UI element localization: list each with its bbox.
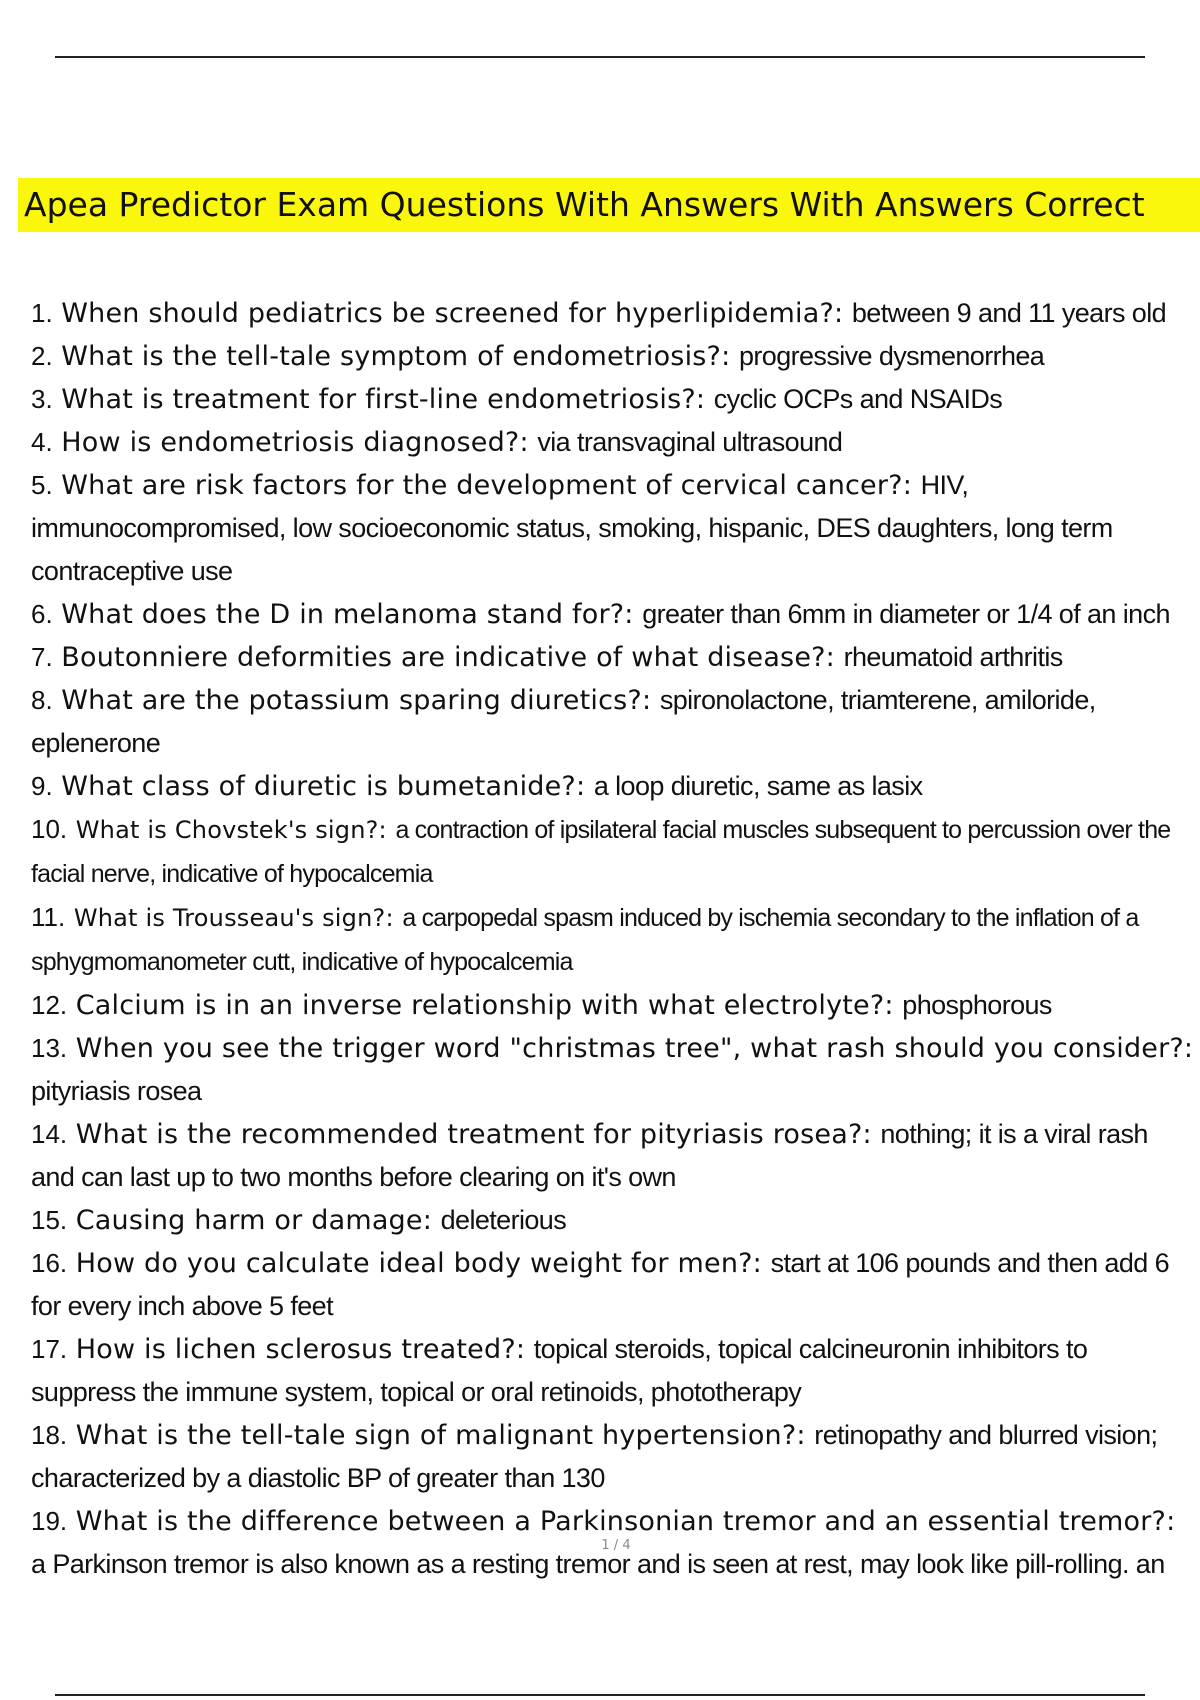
qa-question: What does the D in melanoma stand for?: [61, 599, 634, 630]
qa-answer: progressive dysmenorrhea [738, 341, 1045, 371]
qa-answer: deleterious [440, 1205, 567, 1235]
qa-item-16 [31, 1242, 1197, 1328]
qa-number: 14. [31, 1119, 68, 1149]
question-list [31, 292, 1197, 1586]
qa-answer: a Parkinson tremor is also known as a resting tremor and is seen at rest, may look like pill-rolling. an [31, 1549, 1165, 1579]
qa-item-13 [31, 1027, 1197, 1113]
qa-item-17 [31, 1328, 1197, 1414]
qa-question: How do you calculate ideal body weight for men?: [75, 1248, 762, 1279]
qa-item-5 [31, 464, 1197, 593]
qa-answer: topical steroids, topical calcineuronin inhibitors to suppress the immune system, topical or oral retinoids, phototherapy [31, 1334, 1088, 1407]
qa-number: 4. [31, 427, 53, 457]
qa-question: How is lichen sclerosus treated?: [75, 1334, 526, 1365]
document-title-highlight [18, 178, 1200, 232]
qa-number: 18. [31, 1420, 68, 1450]
qa-question: What are risk factors for the development of cervical cancer?: [61, 470, 912, 501]
qa-answer: cyclic OCPs and NSAIDs [713, 384, 1003, 414]
qa-question: What is Trousseau's sign?: [73, 904, 394, 932]
qa-number: 9. [31, 771, 53, 801]
qa-question: What is the tell-tale symptom of endometriosis?: [61, 341, 731, 372]
qa-number: 13. [31, 1033, 68, 1063]
qa-item-11 [31, 896, 1197, 984]
qa-number: 12. [31, 990, 68, 1020]
qa-question: Boutonniere deformities are indicative of what disease?: [61, 642, 835, 673]
qa-number: 7. [31, 642, 53, 672]
qa-item-15 [31, 1199, 1197, 1242]
qa-answer: via transvaginal ultrasound [537, 427, 843, 457]
qa-item-1 [31, 292, 1197, 335]
qa-answer: a loop diuretic, same as lasix [593, 771, 923, 801]
qa-question: What is the difference between a Parkinsonian tremor and an essential tremor?: [75, 1506, 1176, 1537]
qa-number: 6. [31, 599, 53, 629]
qa-question: When you see the trigger word "christmas tree", what rash should you consider?: [75, 1033, 1194, 1064]
qa-answer: phosphorous [902, 990, 1052, 1020]
qa-answer: a carpopedal spasm induced by ischemia secondary to the inflation of a sphygmomanometer cutt, indicative of hypocalcemia [31, 904, 1139, 976]
qa-number: 16. [31, 1248, 68, 1278]
qa-answer: HIV, immunocompromised, low socioeconomic status, smoking, hispanic, DES daughters, long term contraceptive use [31, 470, 1113, 586]
qa-item-4 [31, 421, 1197, 464]
qa-item-7 [31, 636, 1197, 679]
qa-answer: between 9 and 11 years old [851, 298, 1167, 328]
qa-question: What is treatment for first-line endometriosis?: [61, 384, 706, 415]
qa-question: When should pediatrics be screened for hyperlipidemia?: [61, 298, 844, 329]
qa-question: What is the tell-tale sign of malignant hypertension?: [75, 1420, 806, 1451]
qa-number: 10. [31, 814, 68, 844]
qa-question: Causing harm or damage: [75, 1205, 433, 1236]
qa-number: 15. [31, 1205, 68, 1235]
qa-answer: greater than 6mm in diameter or 1/4 of an inch [642, 599, 1170, 629]
qa-item-10 [31, 808, 1197, 896]
qa-number: 11. [31, 902, 66, 932]
document-title: Apea Predictor Exam Questions With Answers With Answers Correct [24, 185, 1145, 224]
qa-answer: pityriasis rosea [31, 1076, 202, 1106]
qa-answer: nothing; it is a viral rash and can last up to two months before clearing on it's own [31, 1119, 1148, 1192]
qa-number: 5. [31, 470, 53, 500]
qa-item-9 [31, 765, 1197, 808]
bottom-rule [55, 1694, 1145, 1696]
qa-answer: a contraction of ipsilateral facial muscles subsequent to percussion over the facial nerve, indicative of hypocalcemia [31, 816, 1171, 888]
qa-item-12 [31, 984, 1197, 1027]
qa-item-2 [31, 335, 1197, 378]
qa-item-8 [31, 679, 1197, 765]
qa-question: What are the potassium sparing diuretics?: [61, 685, 652, 716]
qa-answer: spironolactone, triamterene, amiloride, eplenerone [31, 685, 1096, 758]
qa-number: 17. [31, 1334, 68, 1364]
qa-number: 1. [31, 298, 53, 328]
qa-number: 19. [31, 1506, 68, 1536]
qa-answer: rheumatoid arthritis [843, 642, 1063, 672]
top-rule [55, 56, 1145, 58]
qa-question: What is Chovstek's sign?: [75, 816, 387, 844]
qa-number: 3. [31, 384, 53, 414]
qa-number: 8. [31, 685, 53, 715]
qa-answer: start at 106 pounds and then add 6 for every inch above 5 feet [31, 1248, 1169, 1321]
qa-answer: retinopathy and blurred vision; characterized by a diastolic BP of greater than 130 [31, 1420, 1158, 1493]
qa-question: What is the recommended treatment for pityriasis rosea?: [75, 1119, 872, 1150]
qa-question: How is endometriosis diagnosed?: [61, 427, 529, 458]
qa-item-6 [31, 593, 1197, 636]
page-number: 1 / 4 [601, 1538, 631, 1553]
qa-number: 2. [31, 341, 53, 371]
qa-question: Calcium is in an inverse relationship with what electrolyte?: [75, 990, 894, 1021]
qa-item-18 [31, 1414, 1197, 1500]
qa-item-3 [31, 378, 1197, 421]
qa-item-14 [31, 1113, 1197, 1199]
qa-question: What class of diuretic is bumetanide?: [61, 771, 586, 802]
